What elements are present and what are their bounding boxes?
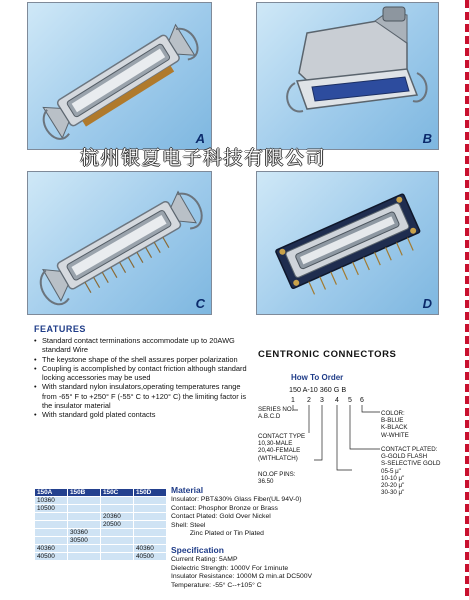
spec-line: Dielectric Strength: 1000V For 1minute	[171, 564, 289, 572]
specification-list	[171, 556, 312, 590]
table-header-cell: 150C	[101, 489, 134, 497]
table-cell: 40500	[35, 553, 68, 561]
contact-type-label: CONTACT TYPE 10,30-MALE 20,40-FEMALE (WITHLATCH)	[258, 433, 306, 462]
table-cell	[101, 505, 134, 513]
table-cell	[134, 505, 167, 513]
feature-item: • The keystone shape of the shell assures porper polarization	[34, 355, 249, 364]
code-index-6: 6	[360, 397, 364, 404]
specification-title: Specification	[171, 545, 224, 555]
table-row	[35, 537, 167, 545]
series-label: SERIES NO. A.B.C.D	[258, 406, 294, 421]
material-list	[171, 496, 301, 539]
table-cell	[101, 497, 134, 505]
table-cell: 20360	[101, 513, 134, 521]
table-cell	[101, 529, 134, 537]
panel-letter-d: D	[422, 296, 432, 311]
code-index-5: 5	[348, 397, 352, 404]
features-title: FEATURES	[34, 324, 86, 334]
table-cell	[134, 521, 167, 529]
code-index-1: 1	[291, 397, 295, 404]
table-cell	[101, 545, 134, 553]
panel-letter-b: B	[422, 131, 432, 146]
table-cell	[134, 537, 167, 545]
material-title: Material	[171, 485, 204, 495]
feature-item: • Standard contact terminations accommodate up to 20AWG standard Wire	[34, 336, 249, 355]
section-heading: CENTRONIC CONNECTORS	[258, 349, 397, 360]
table-cell: 30500	[68, 537, 101, 545]
panel-letter-a: A	[195, 131, 205, 146]
code-index-3: 3	[320, 397, 324, 404]
material-line: Insulator: PBT&30% Glass Fiber(UL 94V-0)	[171, 496, 302, 503]
table-cell	[101, 537, 134, 545]
table-row	[35, 513, 167, 521]
table-cell: 40360	[134, 545, 167, 553]
table-cell	[35, 529, 68, 537]
table-cell: 20500	[101, 521, 134, 529]
table-cell	[68, 553, 101, 561]
table-row	[35, 553, 167, 561]
table-cell	[35, 521, 68, 529]
part-number-table	[34, 488, 167, 561]
table-cell: 30360	[68, 529, 101, 537]
code-index-4: 4	[335, 397, 339, 404]
table-cell	[134, 529, 167, 537]
table-cell	[68, 521, 101, 529]
pins-label: NO.OF PINS: 36.50	[258, 471, 296, 486]
table-cell: 10360	[35, 497, 68, 505]
table-cell: 10500	[35, 505, 68, 513]
table-cell	[101, 553, 134, 561]
table-cell: 40360	[35, 545, 68, 553]
table-cell	[68, 545, 101, 553]
spec-line: Current Rating: 5AMP	[171, 556, 238, 563]
material-line: Shell: Steel	[171, 521, 206, 529]
material-line: Contact: Phosphor Bronze or Brass	[171, 504, 278, 512]
feature-item: • With standard nylon insulators,operating temperatures range from -65° F to +250° F (-55° C to +120° C) the limiting factor is the insulator material	[34, 382, 249, 410]
table-cell	[134, 497, 167, 505]
table-header-cell: 150A	[35, 489, 68, 497]
feature-item: • With standard gold plated contacts	[34, 410, 249, 419]
table-cell	[68, 497, 101, 505]
table-row	[35, 505, 167, 513]
table-row	[35, 545, 167, 553]
material-line: Zinc Plated or Tin Plated	[171, 530, 264, 538]
feature-item: • Coupling is accomplished by contact friction although standard locking accessories may be used	[34, 364, 249, 383]
material-line: Contact Plated: Gold Over Nickel	[171, 513, 271, 521]
table-header-cell: 150D	[134, 489, 167, 497]
table-header-cell: 150B	[68, 489, 101, 497]
panel-letter-c: C	[195, 296, 205, 311]
table-cell	[35, 537, 68, 545]
table-row	[35, 529, 167, 537]
table-cell	[68, 505, 101, 513]
table-cell: 40500	[134, 553, 167, 561]
table-row	[35, 497, 167, 505]
table-cell	[134, 513, 167, 521]
how-to-order-title: How To Order	[291, 373, 344, 382]
contact-plated-label: CONTACT PLATED: G-GOLD FLASH S-SELECTIVE GOLD 05-5 μ" 10-10 μ" 20-20 μ" 30-30 μ"	[381, 446, 441, 497]
code-index-2: 2	[307, 397, 311, 404]
table-cell	[68, 513, 101, 521]
table-row	[35, 521, 167, 529]
table-cell	[35, 513, 68, 521]
table-header-row	[35, 489, 167, 497]
color-label: COLOR: B-BLUE K-BLACK W-WHITE	[381, 410, 409, 439]
watermark-company-name: 杭州银夏电子科技有限公司	[80, 147, 327, 169]
spec-line: Insulator Resistance: 1000M Ω min.at DC500V	[171, 573, 313, 581]
part-number-example: 150 A-10 360 G B	[289, 385, 347, 394]
spec-line: Temperature: -55° C--+105° C	[171, 581, 262, 589]
